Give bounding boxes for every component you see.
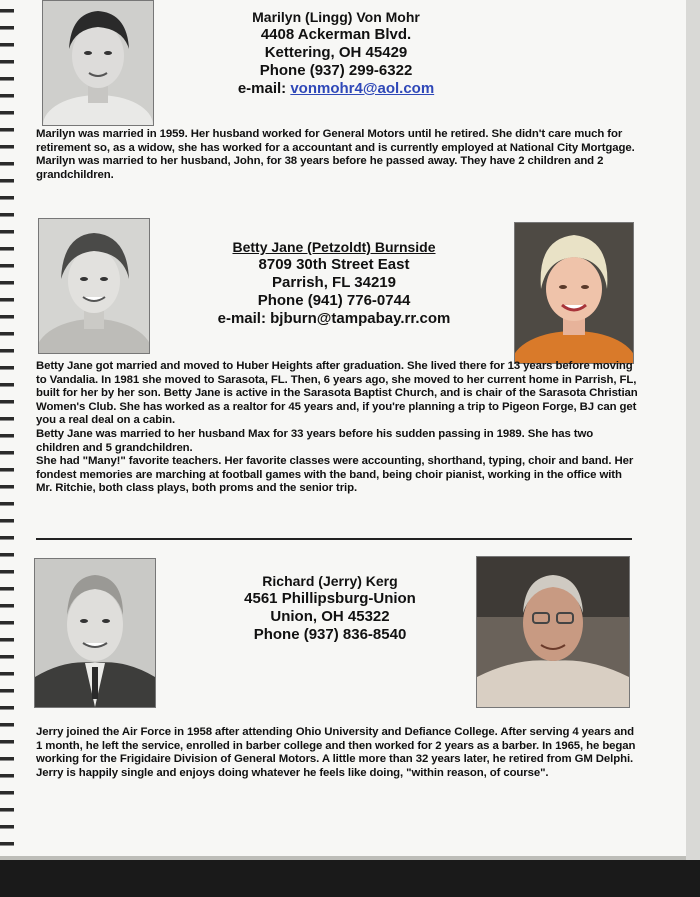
jerry-current-photo bbox=[476, 556, 630, 708]
jerry-bio bbox=[36, 726, 640, 780]
marilyn-name: Marilyn (Lingg) Von Mohr bbox=[252, 9, 420, 25]
jerry-city: Union, OH 45322 bbox=[270, 608, 390, 625]
betty-jane-current-photo bbox=[514, 222, 634, 364]
jerry-address: 4561 Phillipsburg-Union bbox=[244, 590, 416, 607]
jerry-bio-paragraph: Jerry joined the Air Force in 1958 after attending Ohio University and Defiance College. After serving 4 years and 1 month, he left the service, enrolled in barber college and then worked for 2 years as a barber. In 1965, he began working for the Frigidaire Division of General Motors. A little more than 32 years later, he retired from GM Delphi. bbox=[36, 726, 636, 766]
page-right-edge bbox=[686, 0, 700, 897]
betty-jane-name: Betty Jane (Petzoldt) Burnside bbox=[232, 239, 436, 255]
marilyn-bio-paragraph: Marilyn was married to her husband, John, for 38 years before he passed away. They have 2 children and 2 grandchildren. bbox=[36, 155, 604, 181]
betty-jane-contact-block bbox=[184, 238, 484, 328]
betty-jane-bio bbox=[36, 360, 638, 496]
marilyn-contact-block bbox=[186, 8, 486, 98]
section-divider bbox=[36, 538, 632, 540]
marilyn-bio bbox=[36, 128, 636, 182]
marilyn-address: 4408 Ackerman Blvd. bbox=[260, 26, 412, 43]
marilyn-phone: Phone (937) 299-6322 bbox=[259, 62, 413, 79]
betty-jane-bio-paragraph: Betty Jane got married and moved to Huber Heights after graduation. She lived there for 13 years before moving to Vandalia. In 1981 she moved to Sarasota, FL. Then, 6 years ago, she moved to her current home in Parrish, FL, built for her by her son. Betty Jane is active in the Sarasota Baptist Church, and is chair of the Sarasota Christian Women's Club. She has worked as a realtor for 45 years and, if you're planning a trip to Pigeon Forge, BJ can get you a real deal on a cabin. bbox=[36, 360, 638, 427]
marilyn-email-label: e-mail: bbox=[237, 80, 287, 97]
betty-jane-email-row bbox=[184, 310, 484, 328]
betty-jane-bio-paragraph: She had "Many!" favorite teachers. Her favorite classes were accounting, shorthand, typing, choir and band. Her fondest memories are marching at football games with the band, being choir pianist, working in the office with Mr. Ritchie, both class plays, both proms and the senior trip. bbox=[36, 455, 634, 495]
jerry-phone: Phone (937) 836-8540 bbox=[253, 626, 407, 643]
marilyn-email-link[interactable]: vonmohr4@aol.com bbox=[290, 80, 435, 97]
betty-jane-yearbook-photo bbox=[38, 218, 150, 354]
marilyn-city: Kettering, OH 45429 bbox=[264, 44, 408, 61]
betty-jane-email: bjburn@tampabay.rr.com bbox=[270, 310, 451, 327]
jerry-yearbook-photo bbox=[34, 558, 156, 708]
betty-jane-phone: Phone (941) 776-0744 bbox=[257, 292, 411, 309]
scan-background bbox=[0, 860, 700, 897]
betty-jane-email-label: e-mail: bbox=[217, 310, 266, 327]
marilyn-email-row bbox=[186, 80, 486, 98]
marilyn-bio-paragraph: Marilyn was married in 1959. Her husband worked for General Motors until he retired. She didn't care much for retirement so, as a widow, she has worked for a accountant and is currently employed at National City Mortgage. bbox=[36, 128, 635, 154]
jerry-name: Richard (Jerry) Kerg bbox=[262, 573, 398, 589]
jerry-bio-paragraph: Jerry is happily single and enjoys doing whatever he feels like doing, "within reason, of course". bbox=[36, 766, 549, 779]
jerry-contact-block bbox=[180, 572, 480, 644]
betty-jane-address: 8709 30th Street East bbox=[258, 256, 410, 273]
spiral-binding bbox=[0, 0, 14, 860]
betty-jane-bio-paragraph: Betty Jane was married to her husband Max for 33 years before his sudden passing in 1989. She has two children and 5 grandchildren. bbox=[36, 427, 594, 454]
marilyn-yearbook-photo bbox=[42, 0, 154, 126]
betty-jane-city: Parrish, FL 34219 bbox=[272, 274, 396, 291]
